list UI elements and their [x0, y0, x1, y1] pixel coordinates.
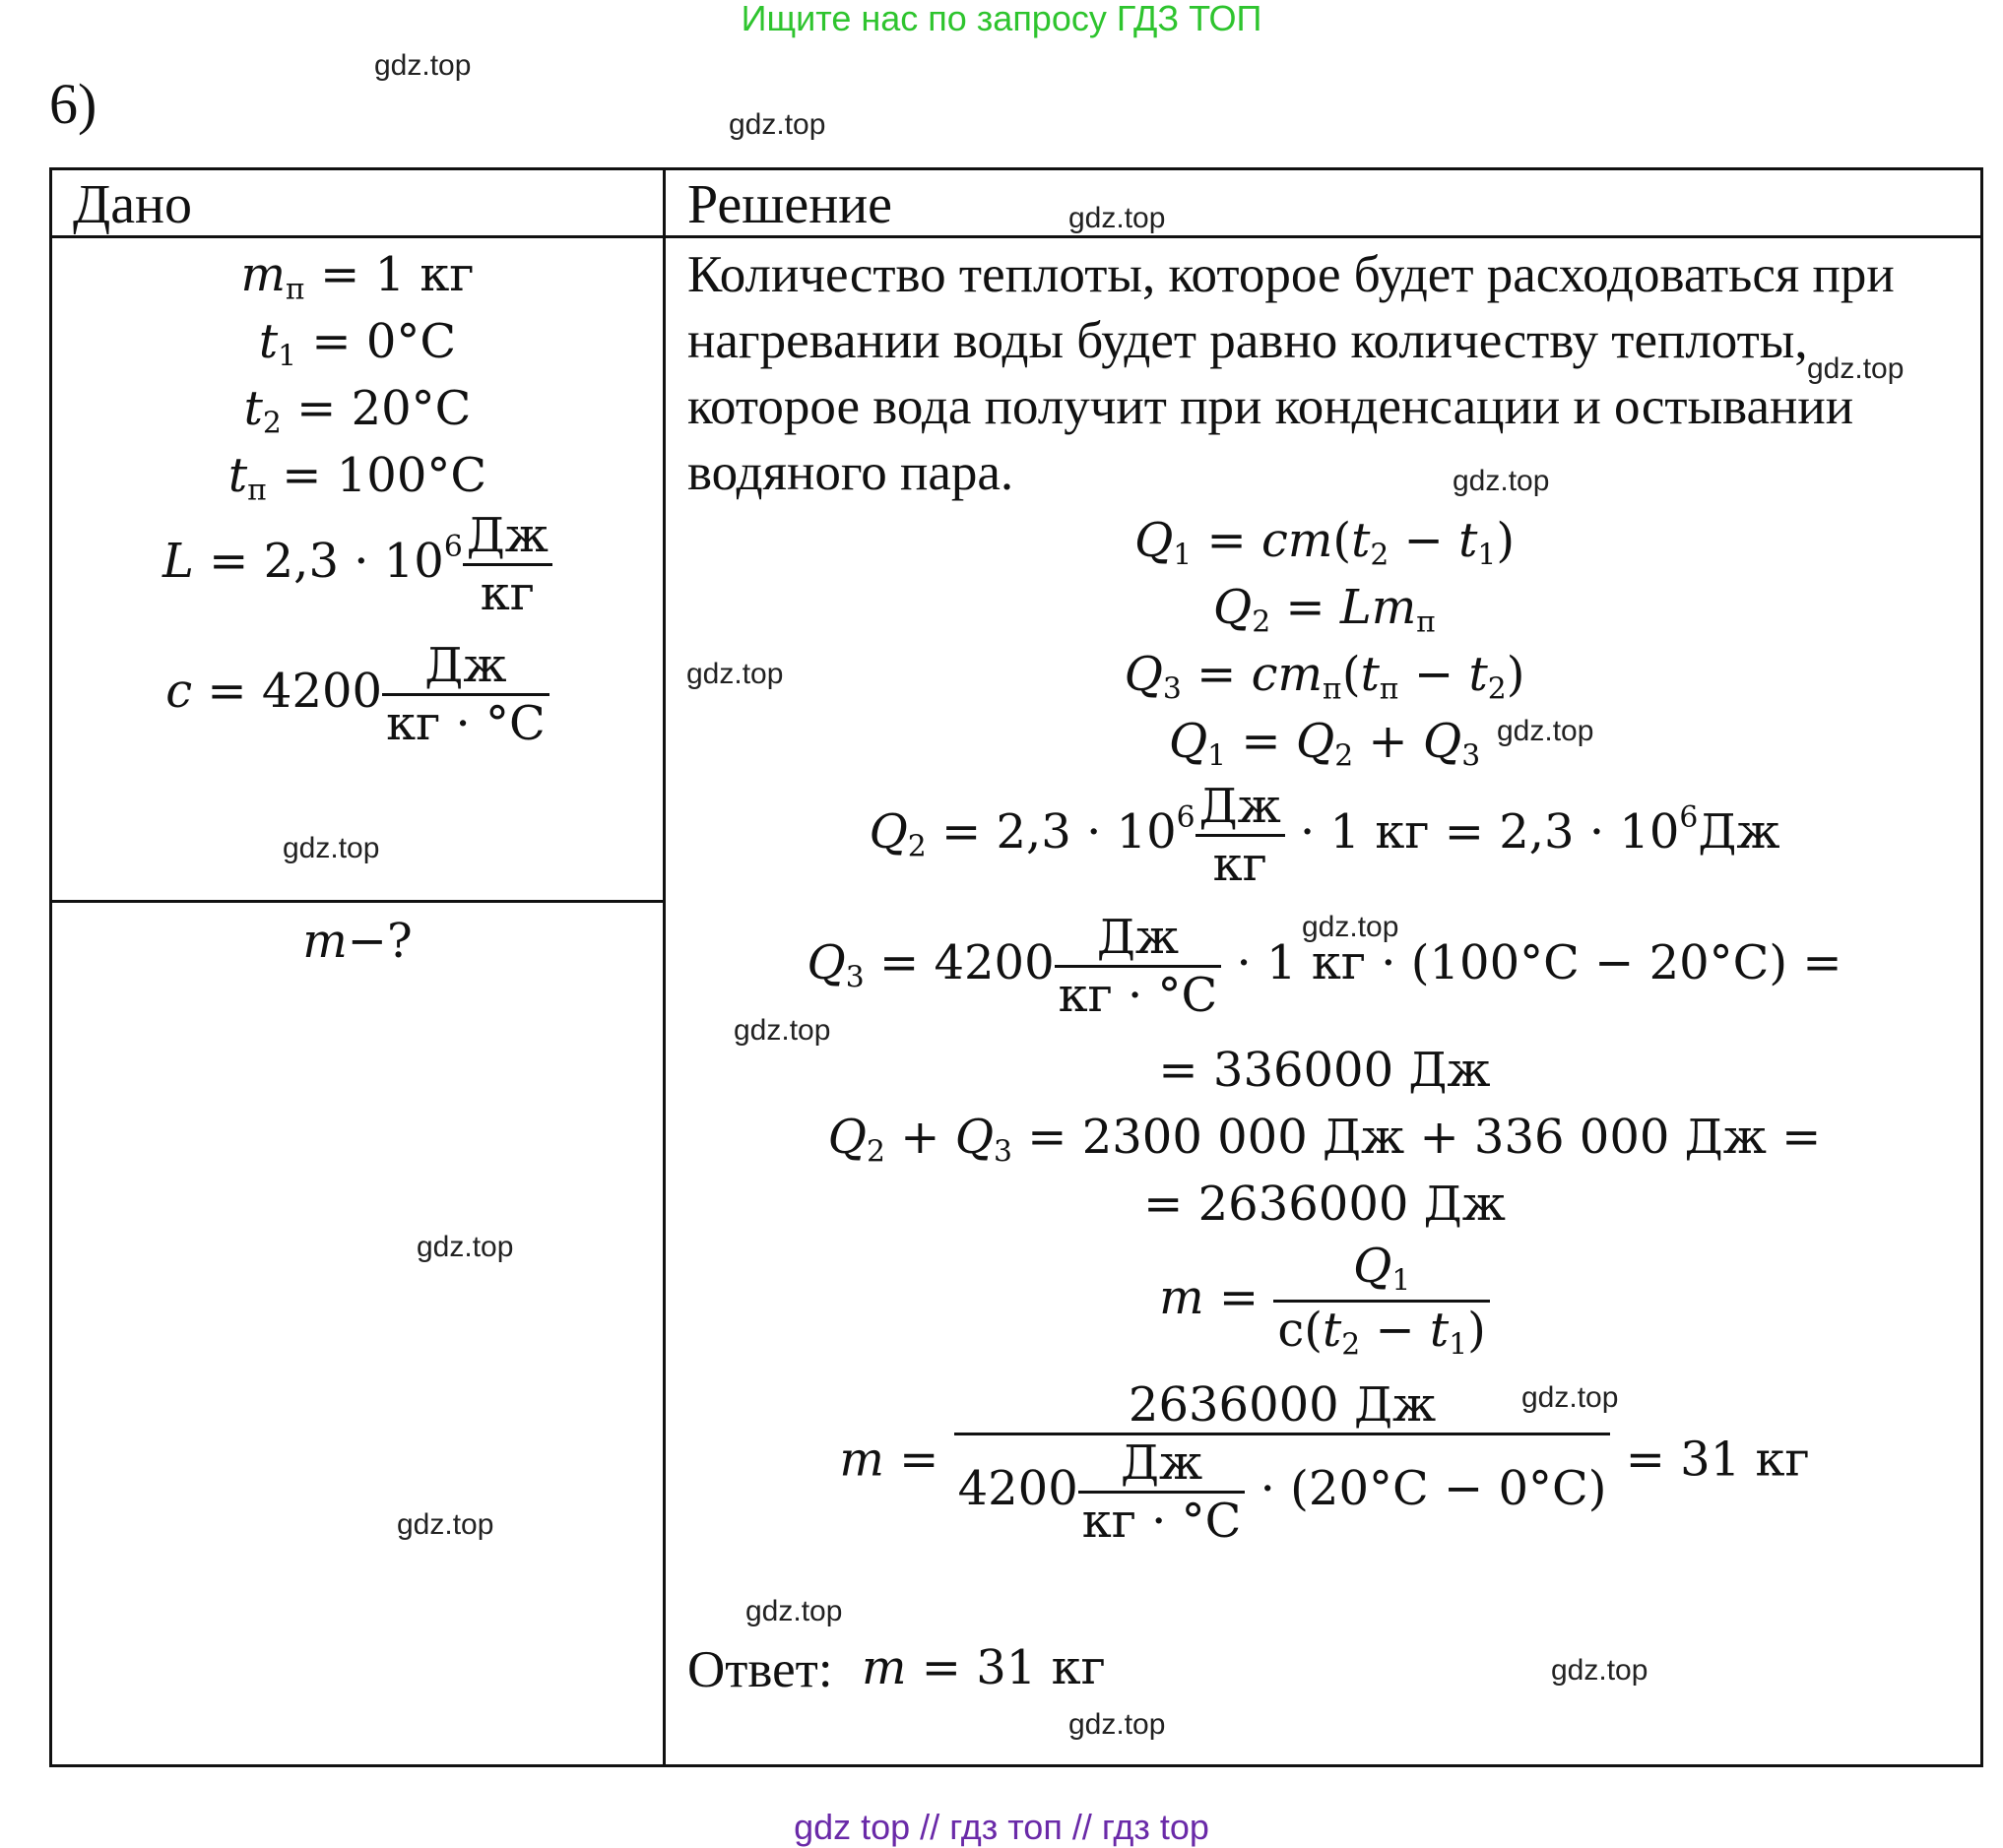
given-header: Дано — [73, 174, 193, 235]
watermark: gdz.top — [1807, 352, 1905, 385]
formula-q3: $Q_3 = cm_п(t_п - t_2)$ — [1124, 647, 1525, 707]
find-mass: m−? — [302, 914, 413, 969]
solution-header: Решение — [687, 174, 893, 235]
watermark: gdz.top — [729, 108, 826, 141]
formula-q3-result: = 336000 Дж — [1158, 1043, 1491, 1098]
watermark: gdz.top — [1551, 1654, 1648, 1687]
formula-mass-calc: m = 2636000 Дж 4200 $\frac{Дж}{кг \cdot ^\circ C}$ · (20°C − 0°C) = 31 кг — [839, 1377, 1810, 1549]
watermark: gdz.top — [745, 1595, 843, 1627]
given-specific-heat: c = 4200 $\frac{Дж}{кг \cdot ^\circ C}$ — [49, 642, 666, 747]
watermark: gdz.top — [283, 832, 380, 864]
watermark: gdz.top — [374, 49, 472, 82]
answer-label: Ответ: — [687, 1641, 833, 1698]
watermark: gdz.top — [1453, 465, 1550, 497]
formula-sum-result: = 2636000 Дж — [1143, 1177, 1506, 1232]
given-t2: $t_2 = 20^\circ C$ — [243, 381, 472, 441]
watermark: gdz.top — [1068, 1708, 1166, 1741]
formula-q2-calc: $Q_2 = 2,3 \cdot 10^6$ $\frac{Дж}{кг}$ · 1 кг = $2,3 \cdot 10^6Дж$ — [869, 779, 1780, 892]
given-t1: $t_1 = 0^\circ C$ — [258, 314, 457, 374]
watermark: gdz.top — [397, 1508, 494, 1541]
footer-links: gdz top // гдз топ // гдз top — [794, 1807, 1209, 1847]
search-banner: Ищите нас по запросу ГДЗ ТОП — [741, 0, 1262, 38]
watermark: gdz.top — [1302, 911, 1399, 943]
task-number: 6) — [49, 72, 97, 136]
watermark: gdz.top — [1497, 715, 1594, 747]
watermark: gdz.top — [1068, 202, 1166, 234]
formula-heat-balance: $Q_1 = Q_2 + Q_3$ — [1168, 714, 1481, 774]
formula-sum: $Q_2 + Q_3 = 2300$ 000 Дж + 336 000 Дж = — [827, 1110, 1822, 1170]
table-header-divider — [49, 235, 1983, 238]
watermark: gdz.top — [417, 1231, 514, 1263]
answer-value: m = 31 кг — [862, 1640, 1106, 1695]
watermark: gdz.top — [686, 658, 784, 690]
given-t-steam: $t_п = 100^\circ C$ — [227, 448, 487, 508]
given-mass-steam: $m_п = 1$ кг — [240, 247, 475, 307]
watermark: gdz.top — [1521, 1381, 1619, 1414]
given-find-divider — [49, 900, 666, 903]
formula-q1: $Q_1 = cm(t_2 - t_1)$ — [1133, 513, 1516, 573]
formula-mass: m = $\frac{Q_1}{c(t_2 - t_1)}$ — [666, 1243, 1983, 1360]
formula-q3-calc: $Q_3 = 4200$ $\frac{Дж}{кг \cdot ^\circ C}$ · 1 кг · (100°C − 20°C) = — [807, 910, 1842, 1023]
given-latent-heat: $L = 2,3 \cdot 10^6$ $\frac{Дж}{кг}$ — [49, 512, 666, 617]
solution-text: Количество теплоты, которое будет расходоваться при нагревании воды будет равно количеству теплоты, которое вода получит при конденсации и остывании водяного пара. — [687, 246, 1895, 501]
formula-q2: $Q_2 = Lm_п$ — [1212, 580, 1437, 640]
watermark: gdz.top — [734, 1014, 831, 1047]
